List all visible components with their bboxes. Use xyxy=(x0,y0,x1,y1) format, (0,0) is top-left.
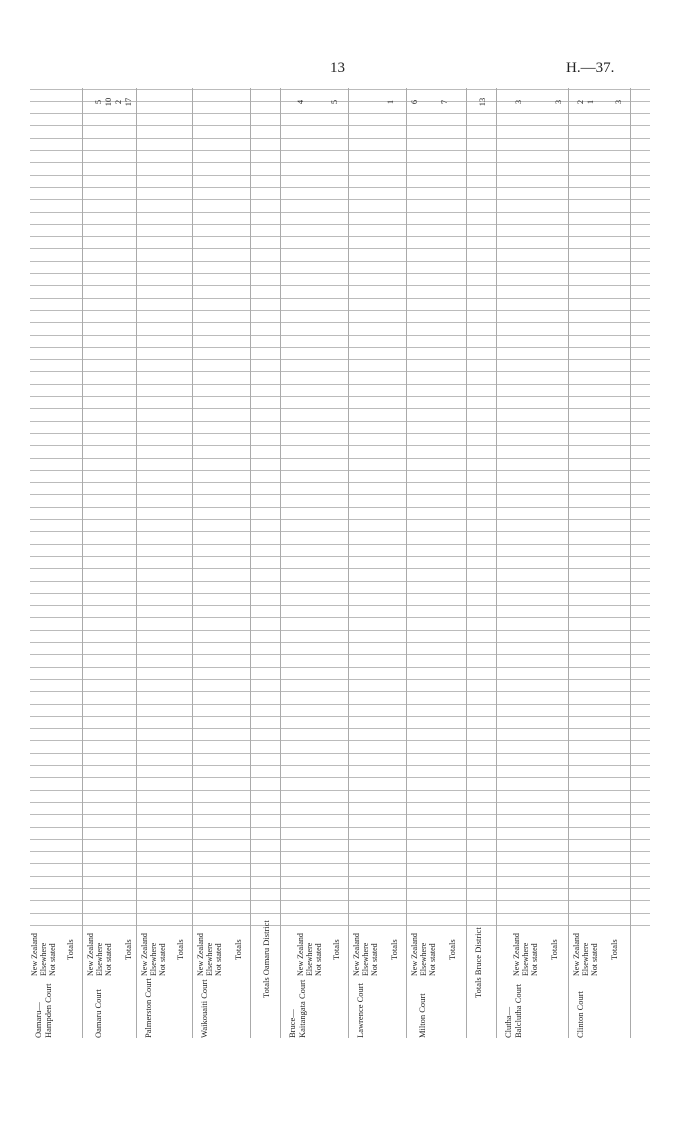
origin-label: New Zealand xyxy=(572,933,581,976)
column-rule xyxy=(30,433,650,434)
column-rule xyxy=(30,236,650,237)
row-rule xyxy=(280,88,281,1038)
totals-label: Totals xyxy=(389,939,399,960)
column-rule xyxy=(30,347,650,348)
origin-label: New Zealand xyxy=(30,933,39,976)
column-rule xyxy=(30,261,650,262)
column-rule xyxy=(30,581,650,582)
column-rule xyxy=(30,839,650,840)
column-rule xyxy=(30,224,650,225)
row-rule xyxy=(192,88,193,1038)
column-rule xyxy=(30,765,650,766)
cell-value: 5 xyxy=(93,99,103,105)
column-rule xyxy=(30,654,650,655)
origin-label: Elsewhere xyxy=(419,942,428,976)
origin-label: Not stated xyxy=(590,943,599,976)
column-rule xyxy=(30,273,650,274)
column-rule xyxy=(30,913,650,914)
column-rule xyxy=(30,728,650,729)
court-balclutha: Balclutha Court xyxy=(513,983,523,1038)
column-rule xyxy=(30,753,650,754)
column-rule xyxy=(30,126,650,127)
origin-label: Not stated xyxy=(104,943,113,976)
column-rule xyxy=(30,667,650,668)
origin-label: Not stated xyxy=(314,943,323,976)
column-rule xyxy=(30,876,650,877)
cell-value: 10 xyxy=(103,97,113,107)
column-rule xyxy=(30,642,650,643)
column-rule xyxy=(30,199,650,200)
column-rule xyxy=(30,519,650,520)
column-rule xyxy=(30,384,650,385)
column-rule xyxy=(30,605,650,606)
court-palmerston: Palmerston Court xyxy=(143,978,153,1038)
origin-label: Not stated xyxy=(530,943,539,976)
column-rule xyxy=(30,396,650,397)
column-rule xyxy=(30,138,650,139)
column-rule xyxy=(30,187,650,188)
origin-label: Elsewhere xyxy=(581,942,590,976)
column-rule xyxy=(30,556,650,557)
row-rule xyxy=(496,88,497,1038)
column-rule xyxy=(30,89,650,90)
column-rule xyxy=(30,802,650,803)
column-rule xyxy=(30,507,650,508)
page-number: 13 xyxy=(330,60,345,76)
origin-label: Not stated xyxy=(370,943,379,976)
column-rule xyxy=(30,372,650,373)
origin-label: New Zealand xyxy=(86,933,95,976)
row-rule xyxy=(136,88,137,1038)
row-rule xyxy=(250,88,251,1038)
origin-label: New Zealand xyxy=(296,933,305,976)
origin-label: Elsewhere xyxy=(305,942,314,976)
column-rule xyxy=(30,851,650,852)
column-rule xyxy=(30,568,650,569)
cell-value: 2 xyxy=(113,99,123,105)
court-clinton: Clinton Court xyxy=(575,991,585,1038)
column-rule xyxy=(30,458,650,459)
row-rule xyxy=(348,88,349,1038)
row-rule xyxy=(406,88,407,1038)
column-rule xyxy=(30,790,650,791)
origin-label: Elsewhere xyxy=(205,942,214,976)
column-rule xyxy=(30,298,650,299)
column-rule xyxy=(30,593,650,594)
column-rule xyxy=(30,113,650,114)
column-rule xyxy=(30,249,650,250)
origin-label: New Zealand xyxy=(512,933,521,976)
column-rule xyxy=(30,408,650,409)
cell-value: 6 xyxy=(409,99,419,105)
origin-label: Elsewhere xyxy=(95,942,104,976)
origin-label: Not stated xyxy=(214,943,223,976)
column-rule xyxy=(30,925,650,926)
origin-label: Not stated xyxy=(48,943,57,976)
court-hampden: Hampden Court xyxy=(43,983,53,1038)
district-total-bruce: Totals Bruce District xyxy=(473,927,483,998)
column-rule xyxy=(30,716,650,717)
column-rule xyxy=(30,421,650,422)
column-rule xyxy=(30,322,650,323)
totals-label: Totals xyxy=(549,939,559,960)
origin-label: New Zealand xyxy=(352,933,361,976)
column-rule xyxy=(30,359,650,360)
origin-label: New Zealand xyxy=(410,933,419,976)
totals-label: Totals xyxy=(65,939,75,960)
column-rule xyxy=(30,310,650,311)
page-reference: H.—37. xyxy=(566,60,615,76)
table-grid xyxy=(30,88,650,1038)
totals-label: Totals xyxy=(123,939,133,960)
origin-label: Elsewhere xyxy=(39,942,48,976)
column-rule xyxy=(30,777,650,778)
column-rule xyxy=(30,175,650,176)
court-lawrence: Lawrence Court xyxy=(355,983,365,1038)
column-rule xyxy=(30,445,650,446)
district-total-oamaru: Totals Oamaru District xyxy=(261,920,271,998)
cell-value: 3 xyxy=(553,99,563,105)
totals-label: Totals xyxy=(331,939,341,960)
column-rule xyxy=(30,495,650,496)
row-rule xyxy=(568,88,569,1038)
totals-label: Totals xyxy=(175,939,185,960)
column-rule xyxy=(30,679,650,680)
court-milton: Milton Court xyxy=(417,993,427,1038)
column-rule xyxy=(30,864,650,865)
origin-label: New Zealand xyxy=(140,933,149,976)
totals-label: Totals xyxy=(447,939,457,960)
court-oamaru: Oamaru Court xyxy=(93,989,103,1038)
column-rule xyxy=(30,162,650,163)
column-rule xyxy=(30,827,650,828)
row-rule xyxy=(82,88,83,1038)
column-rule xyxy=(30,531,650,532)
origin-label: Elsewhere xyxy=(361,942,370,976)
column-rule xyxy=(30,618,650,619)
origin-label: Elsewhere xyxy=(149,942,158,976)
column-rule xyxy=(30,212,650,213)
column-rule xyxy=(30,741,650,742)
column-rule xyxy=(30,150,650,151)
cell-value: 5 xyxy=(329,99,339,105)
cell-value: 7 xyxy=(439,99,449,105)
rotated-table xyxy=(30,88,650,1038)
origin-label: Not stated xyxy=(428,943,437,976)
column-rule xyxy=(30,630,650,631)
cell-value: 3 xyxy=(513,99,523,105)
cell-value: 2 xyxy=(575,99,585,105)
cell-value: 13 xyxy=(477,97,487,107)
column-rule xyxy=(30,335,650,336)
district-header-bruce: Bruce— xyxy=(287,1009,297,1038)
column-rule xyxy=(30,544,650,545)
column-rule xyxy=(30,704,650,705)
cell-value: 4 xyxy=(295,99,305,105)
column-rule xyxy=(30,470,650,471)
court-waikouaiti: Waikouaiti Court xyxy=(199,979,209,1038)
column-rule xyxy=(30,814,650,815)
origin-label: Not stated xyxy=(158,943,167,976)
row-rule xyxy=(466,88,467,1038)
column-rule xyxy=(30,888,650,889)
row-rule xyxy=(630,88,631,1038)
cell-value: 3 xyxy=(613,99,623,105)
cell-value: 17 xyxy=(123,97,133,107)
column-rule xyxy=(30,482,650,483)
totals-label: Totals xyxy=(609,939,619,960)
court-kaitangata: Kaitangata Court xyxy=(297,979,307,1038)
district-header-clutha: Clutha— xyxy=(503,1006,513,1038)
column-rule xyxy=(30,691,650,692)
totals-label: Totals xyxy=(233,939,243,960)
cell-value: 1 xyxy=(585,99,595,105)
district-header-oamaru: Oamaru— xyxy=(33,1002,43,1038)
origin-label: New Zealand xyxy=(196,933,205,976)
origin-label: Elsewhere xyxy=(521,942,530,976)
column-rule xyxy=(30,285,650,286)
cell-value: 1 xyxy=(385,99,395,105)
column-rule xyxy=(30,900,650,901)
